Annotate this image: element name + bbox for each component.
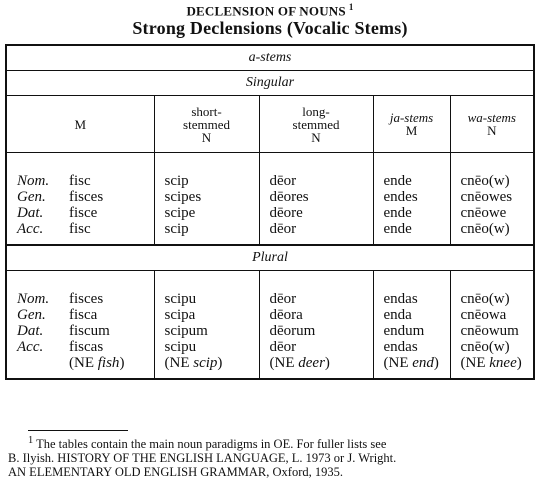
word-form: scip: [164, 173, 189, 189]
column-body: [451, 271, 534, 378]
word-form: ende: [383, 173, 412, 189]
word-form: dēor: [269, 221, 297, 237]
word-form: fisca: [69, 307, 98, 323]
singular-band-row: [6, 71, 534, 96]
plural-data-row: [6, 271, 534, 380]
modern-english-gloss: [461, 355, 534, 371]
column-header-text: long-: [302, 103, 330, 119]
case-row: [17, 339, 154, 355]
column-header-text: N: [201, 129, 212, 145]
case-label: Acc.: [17, 339, 44, 355]
case-row: [17, 221, 154, 237]
footnote-rule: [28, 430, 128, 431]
case-label: Gen.: [17, 307, 46, 323]
gloss-word: end: [412, 355, 434, 371]
footnote-line-1: [8, 434, 534, 451]
word-form: dēor: [269, 173, 297, 189]
column-body: [374, 271, 450, 378]
stem-band-row: [6, 45, 534, 71]
word-form: cnēowes: [460, 189, 513, 205]
column-header-3: [259, 96, 373, 153]
gloss-suffix: ): [119, 355, 125, 371]
word-form: cnēo(w): [460, 173, 510, 189]
word-form: scipa: [164, 307, 196, 323]
plural-column-1: [6, 271, 154, 380]
word-form: endas: [383, 339, 418, 355]
column-body: [451, 153, 534, 244]
word-form: fiscum: [69, 323, 110, 339]
word-form: cnēo(w): [460, 339, 510, 355]
column-body: [260, 271, 373, 378]
gloss-word: scip: [193, 355, 218, 371]
case-row: [17, 205, 154, 221]
case-row: [17, 291, 154, 307]
page-subtitle: Strong Declensions (Vocalic Stems): [132, 18, 408, 38]
word-form: dēora: [269, 307, 303, 323]
word-form: scipu: [164, 291, 197, 307]
singular-band: Singular: [6, 71, 534, 96]
modern-english-gloss: [165, 355, 259, 371]
gloss-word: knee: [489, 355, 517, 371]
page-title: [0, 2, 540, 19]
word-form: scipum: [164, 323, 208, 339]
word-form: ende: [383, 221, 412, 237]
column-header-text: stemmed: [292, 116, 340, 132]
declension-table: [5, 44, 535, 380]
gloss-suffix: ): [217, 355, 223, 371]
title-text: DECLENSION OF NOUNS: [186, 3, 346, 19]
case-label: Gen.: [17, 189, 46, 205]
word-form: ende: [383, 205, 412, 221]
column-header-5: [450, 96, 534, 153]
word-form: cnēowe: [460, 205, 507, 221]
case-label: Dat.: [17, 323, 44, 339]
gloss-suffix: ): [516, 355, 522, 371]
plural-band-row: [6, 245, 534, 271]
column-header-text: wa-stems: [467, 110, 516, 125]
column-header-text: M: [74, 116, 87, 132]
column-header-text: M: [405, 123, 418, 138]
case-row: [17, 189, 154, 205]
word-form: cnēo(w): [460, 221, 510, 237]
modern-english-gloss: [384, 355, 450, 371]
case-row: [17, 173, 154, 189]
plural-column-3: [259, 271, 373, 380]
word-form: fisc: [69, 221, 91, 237]
word-form: dēor: [269, 339, 297, 355]
footnote-mark: 1: [348, 2, 354, 12]
column-body: [7, 271, 154, 378]
column-header-4: [373, 96, 450, 153]
column-header-text: N: [311, 129, 321, 145]
footnote-text-1: The tables contain the main noun paradigms in OE. For fuller lists see: [36, 437, 387, 452]
word-form: cnēowa: [460, 307, 507, 323]
column-header-1: [6, 96, 154, 153]
column-header-row: [6, 96, 534, 153]
singular-column-3: [259, 153, 373, 246]
word-form: fisces: [69, 189, 104, 205]
column-body: [155, 271, 259, 378]
case-label: Acc.: [17, 221, 44, 237]
case-row: [17, 323, 154, 339]
case-label: Nom.: [17, 291, 50, 307]
gloss-suffix: ): [433, 355, 439, 371]
footnote-line-3: AN ELEMENTARY OLD ENGLISH GRAMMAR, Oxford, 1935.: [8, 465, 343, 480]
singular-column-4: [373, 153, 450, 246]
stem-band: a-stems: [6, 45, 534, 71]
gloss-prefix: (NE: [383, 355, 413, 371]
plural-column-2: [154, 271, 259, 380]
gloss-prefix: (NE: [460, 355, 490, 371]
case-label: Dat.: [17, 205, 44, 221]
column-body: [7, 153, 154, 244]
column-header-text: stemmed: [183, 116, 230, 132]
case-label: Nom.: [17, 173, 50, 189]
singular-column-2: [154, 153, 259, 246]
word-form: dēores: [269, 189, 309, 205]
column-header-2: [154, 96, 259, 153]
word-form: endes: [383, 189, 418, 205]
word-form: fiscas: [69, 339, 104, 355]
plural-band: Plural: [6, 245, 534, 271]
column-header-text: short-: [191, 103, 222, 119]
footnote-line-2: B. Ilyish. HISTORY OF THE ENGLISH LANGUAGE, L. 1973 or J. Wright.: [8, 451, 397, 466]
gloss-prefix: (NE: [269, 355, 299, 371]
singular-column-1: [6, 153, 154, 246]
column-header-text: N: [487, 123, 497, 138]
word-form: endum: [383, 323, 425, 339]
column-body: [260, 153, 373, 244]
modern-english-gloss: [270, 355, 373, 371]
word-form: cnēo(w): [460, 291, 510, 307]
case-row: [17, 307, 154, 323]
word-form: dēorum: [269, 323, 316, 339]
word-form: fisces: [69, 291, 104, 307]
word-form: dēore: [269, 205, 303, 221]
footnote-mark: 1: [28, 435, 34, 446]
plural-column-4: [373, 271, 450, 380]
gloss-prefix: (NE: [69, 355, 98, 371]
word-form: fisc: [69, 173, 91, 189]
column-header-text: ja-stems: [389, 110, 434, 125]
word-form: dēor: [269, 291, 297, 307]
gloss-word: deer: [298, 355, 325, 371]
word-form: scipes: [164, 189, 202, 205]
modern-english-gloss: [17, 355, 154, 371]
word-form: enda: [383, 307, 412, 323]
plural-column-5: [450, 271, 534, 380]
word-form: cnēowum: [460, 323, 519, 339]
singular-column-5: [450, 153, 534, 246]
word-form: scip: [164, 221, 189, 237]
column-body: [155, 153, 259, 244]
footnote: [8, 430, 534, 479]
word-form: fisce: [69, 205, 98, 221]
gloss-suffix: ): [324, 355, 330, 371]
gloss-prefix: (NE: [164, 355, 194, 371]
word-form: endas: [383, 291, 418, 307]
word-form: scipe: [164, 205, 196, 221]
singular-data-row: [6, 153, 534, 246]
gloss-word: fish: [97, 355, 120, 371]
column-body: [374, 153, 450, 244]
word-form: scipu: [164, 339, 197, 355]
